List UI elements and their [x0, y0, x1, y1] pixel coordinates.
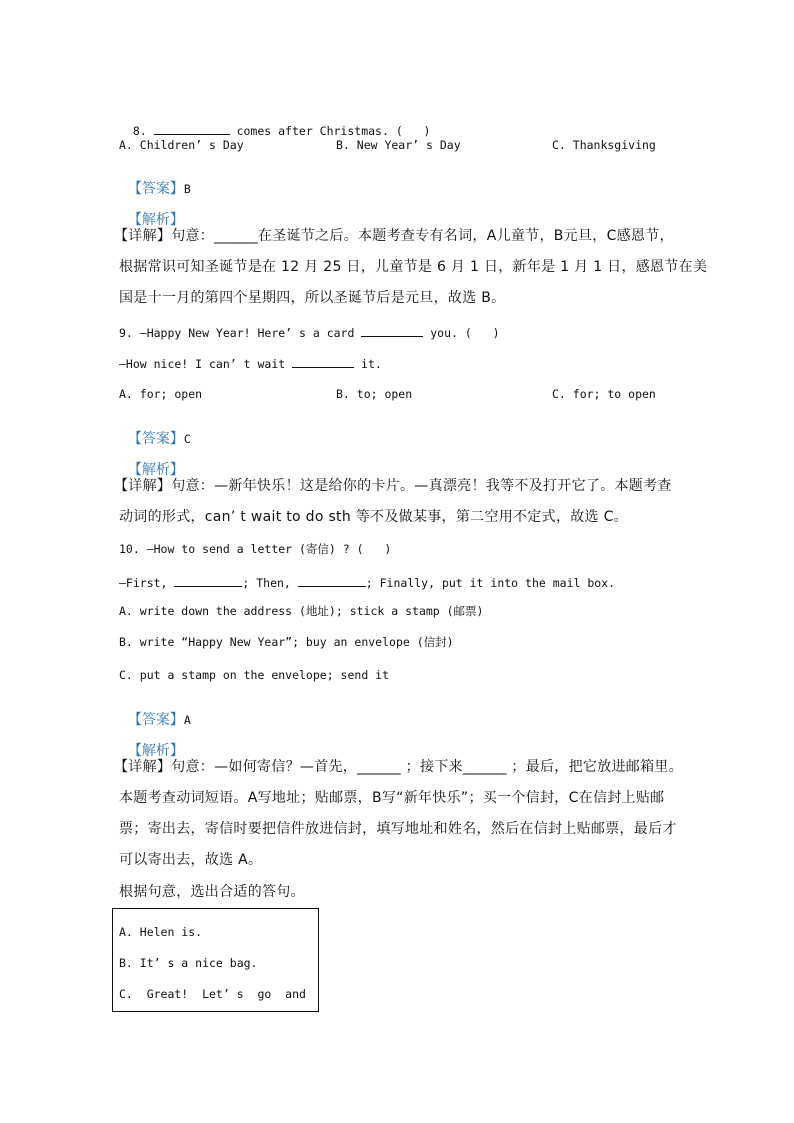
- q9-detail-line-2: 动词的形式，can’ t wait to do sth 等不及做某事，第二空用不定式，故选 C。: [119, 509, 628, 525]
- q9-line-2-a: —How nice! I can’ t wait: [119, 357, 293, 371]
- q10-line-2-c: ; Finally, put it into the mail box.: [365, 576, 616, 590]
- q10-detail-line-2: 本题考查动词短语。A写地址；贴邮票，B写“新年快乐”；买一个信封，C在信封上贴邮: [119, 790, 665, 806]
- q8-answer: B: [183, 182, 191, 196]
- q8-option-c: C. Thanksgiving: [552, 138, 656, 152]
- q9-blank-1: [361, 324, 423, 337]
- q10-analysis-label: [114, 727, 184, 759]
- q10-option-b: B. write “Happy New Year”; buy an envelope (信封): [119, 635, 454, 649]
- box-option-a: A. Helen is.: [119, 925, 203, 939]
- answer-label: 【答案】: [127, 431, 184, 447]
- q9-detail-text-1: 句意：—新年快乐！这是给你的卡片。—真漂亮！我等不及打开它了。本题考查: [171, 478, 672, 494]
- q9-line-1-b: you. ( ): [423, 326, 500, 340]
- q10-detail-line-3: 票；寄出去，寄信时要把信件放进信封，填写地址和姓名，然后在信封上贴邮票，最后才: [119, 821, 677, 837]
- q8-option-a: A. Children’ s Day: [119, 138, 244, 152]
- q10-line-2-a: —First,: [119, 576, 175, 590]
- q8-analysis-label: [114, 196, 184, 228]
- q9-blank-2: [292, 355, 354, 368]
- analysis-label: 【解析】: [127, 212, 184, 228]
- analysis-label: 【解析】: [127, 743, 184, 759]
- q8-number: 8.: [132, 124, 147, 138]
- q10-line-2-b: ; Then,: [242, 576, 298, 590]
- q10-detail-text-1: 句意：—如何寄信？—首先，______ ；接下来______ ；最后，把它放进邮箱里。: [171, 759, 684, 775]
- detail-label: 【详解】: [114, 228, 172, 244]
- answer-options-box: [112, 908, 319, 1012]
- q8-detail-line-2: 根据常识可知圣诞节是在 12 月 25 日，儿童节是 6 月 1 日，新年是 1 月 1 日，感恩节在美: [119, 259, 708, 275]
- q8-blank: [154, 122, 230, 135]
- q8-detail-line-3: 国是十一月的第四个星期四，所以圣诞节后是元旦，故选 B。: [119, 290, 506, 306]
- answer-label: 【答案】: [127, 181, 184, 197]
- q10-line-2: [119, 574, 615, 591]
- q9-answer-row: [114, 415, 191, 447]
- detail-label: 【详解】: [114, 759, 172, 775]
- q10-line-1: 10. —How to send a letter (寄信) ? ( ): [119, 542, 392, 556]
- box-option-c: C. Great! Let’ s go and: [119, 987, 306, 1001]
- q9-line-1-a: 9. —Happy New Year! Here’ s a card: [119, 326, 362, 340]
- q10-detail-line-4: 可以寄出去，故选 A。: [119, 852, 263, 868]
- q8-option-b: B. New Year’ s Day: [336, 138, 461, 152]
- q9-option-a: A. for; open: [119, 387, 203, 401]
- q8-detail-text-1: 句意：______在圣诞节之后。本题考查专有名词，A儿童节，B元旦，C感恩节，: [171, 228, 674, 244]
- q8-answer-row: [114, 165, 191, 197]
- q9-detail-line-1: [114, 478, 672, 494]
- q8-stem: [119, 106, 430, 139]
- q9-answer: C: [183, 432, 191, 446]
- detail-label: 【详解】: [114, 478, 172, 494]
- q10-answer: A: [183, 713, 191, 727]
- q10-option-c: C. put a stamp on the envelope; send it: [119, 668, 390, 682]
- q10-option-a: A. write down the address (地址); stick a stamp (邮票): [119, 604, 484, 618]
- q10-detail-line-1: [114, 759, 683, 775]
- q9-line-2: [119, 355, 382, 372]
- section-instruction: 根据句意，选出合适的答句。: [119, 884, 305, 900]
- answer-label: 【答案】: [127, 712, 184, 728]
- q10-blank-1: [174, 574, 242, 587]
- q9-line-2-b: it.: [354, 357, 382, 371]
- q9-line-1: [119, 324, 500, 341]
- box-option-b: B. It’ s a nice bag.: [119, 956, 258, 970]
- q10-blank-2: [298, 574, 366, 587]
- q9-option-c: C. for; to open: [552, 387, 656, 401]
- q8-detail-line-1: [114, 228, 674, 244]
- q9-option-b: B. to; open: [336, 387, 413, 401]
- q10-answer-row: [114, 696, 191, 728]
- analysis-label: 【解析】: [127, 462, 184, 478]
- q9-analysis-label: [114, 446, 184, 478]
- q8-stem-text: comes after Christmas. ( ): [229, 124, 431, 138]
